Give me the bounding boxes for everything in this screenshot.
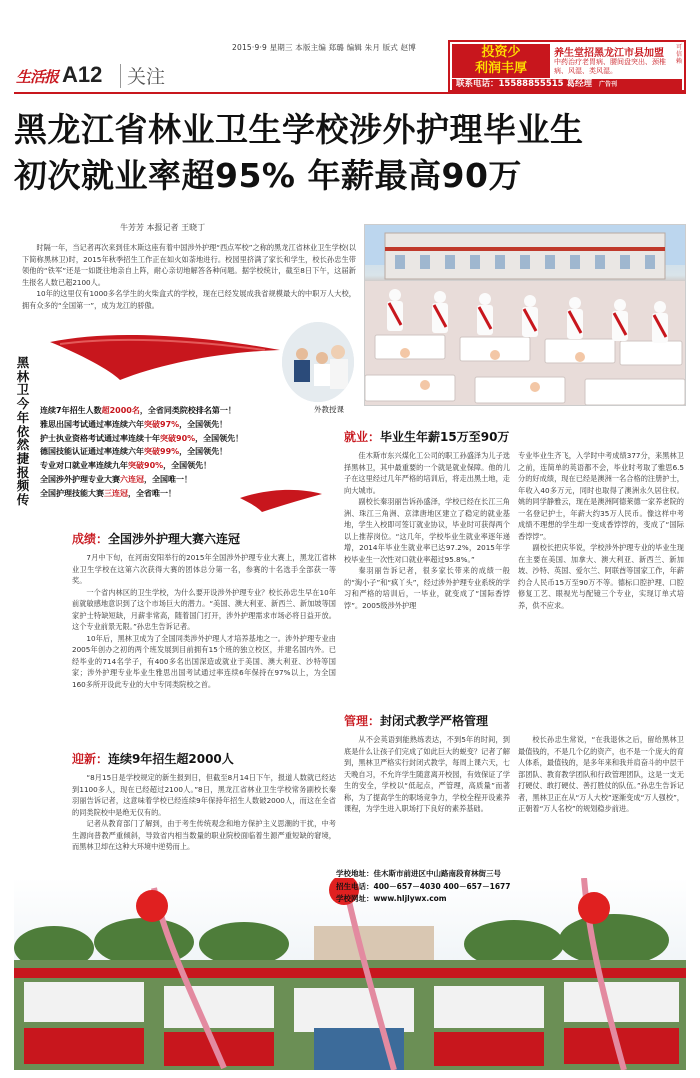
highlight-text: 护士执业资格考试通过率连续十年 bbox=[40, 433, 160, 443]
highlight-emphasis: 突破90% bbox=[160, 433, 196, 443]
red-ribbon-small bbox=[240, 486, 322, 512]
website-line bbox=[336, 893, 510, 906]
highlight-item bbox=[40, 445, 330, 459]
ad-slogan-line2: 利润丰厚 bbox=[474, 61, 527, 76]
highlight-emphasis: 突破99% bbox=[144, 447, 180, 457]
highlight-text: 全国涉外护理专业大赛 bbox=[40, 474, 120, 484]
section-prefix: 管理： bbox=[344, 714, 381, 728]
sidebar-vertical-title: 黑林卫今年依然捷报频传 bbox=[16, 355, 30, 508]
ad-description: 中药治疗老胃病、腰间盘突出、颈椎病、风湿、类风湿。 bbox=[554, 58, 666, 75]
phone-line bbox=[336, 881, 510, 894]
foreign-teacher-photo bbox=[282, 322, 354, 402]
ad-side-text: 可信赖 bbox=[676, 44, 683, 65]
newspaper-logo: 生活报 bbox=[16, 68, 59, 86]
masthead-rule bbox=[14, 92, 686, 94]
employment-text-col1 bbox=[344, 450, 510, 611]
paragraph: 佳木斯市东兴煤化工公司的职工孙盛泽为儿子选择黑林卫，其中最重要的一个就是就业保障。他的儿子在这里经过几年严格的培训后，将走出黑土地，走向大城市。 bbox=[344, 451, 510, 495]
highlight-text: ，全省同类院校排名第一！ bbox=[139, 406, 236, 415]
website-value[interactable]: www.hljlywx.com bbox=[373, 894, 447, 903]
highlight-text: ，全国领先！ bbox=[195, 433, 244, 443]
highlight-text: 全国护理技能大赛 bbox=[40, 488, 104, 498]
page-code: A12 bbox=[62, 62, 103, 87]
small-photo-caption: 外教授课 bbox=[314, 405, 344, 414]
highlight-item bbox=[40, 418, 330, 432]
management-text-col1 bbox=[344, 734, 510, 815]
phone-value: 400－657－4030 400－657－1677 bbox=[373, 881, 511, 891]
highlight-emphasis: 突破97% bbox=[144, 419, 180, 429]
section-title: 连续9年招生超2000人 bbox=[108, 752, 234, 766]
ad-tag: 广告刊 bbox=[599, 81, 618, 88]
ad-headline: 养生堂招黑龙江市县加盟 bbox=[554, 48, 664, 59]
page-divider bbox=[120, 64, 121, 88]
campus-ceremony-illustration bbox=[14, 878, 686, 1070]
highlight-text: ，全国领先！ bbox=[179, 419, 228, 429]
management-text-col2 bbox=[518, 734, 684, 815]
campus-ceremony-photo bbox=[14, 878, 686, 1070]
paragraph: 副校长把庆华说，学校涉外护理专业的毕业生现在主要在美国、加拿大、澳大利亚、新西兰、新加坡、沙特、英国、爱尔兰、阿联酋等国家工作，年薪约合人民币15万至90万不等。德标口腔护理、口腔修复工艺、眼视光与配镜三个专业，实现订单式培养，供不应求。 bbox=[518, 543, 684, 610]
headline-line1: 黑龙江省林业卫生学校涉外护理毕业生 bbox=[14, 110, 584, 149]
ad-phone-text: 联系电话：15588855515 葛经理 bbox=[456, 79, 593, 89]
paragraph: 专业毕业生齐飞，入学时中考成绩377分，来黑林卫之前，连简单的英语都不会，毕业时考取了雅思6.5分的好成绩，现在已经是澳洲一名合格的注册护士，年收入40多万元，同时也取得了澳洲永久居住权。姚的同学静雅云，现在是澳洲阿德莱德一家养老院的一名登记护士，年薪大约35万人民币。像这样中考成绩不理想的学生却一变成香饽饽的，变成了“国际香饽饽”。 bbox=[518, 451, 684, 541]
paragraph: 从不会英语到能熟练表达，不到5年的时间，到底是什么让孩子们完成了如此巨大的蜕变？记者了解到，黑林卫严格实行封闭式教学，每周上课六天，七天晚自习，不允许学生随意离开校园，有效保证了学生的安全，学校以“低起点，严管理，高质量”而著称，为了提高学生的职场竞争力，学校全程开设素养课程，为学生进入职场打下良好的素养基础。 bbox=[344, 735, 510, 813]
highlight-emphasis: 超2000名 bbox=[101, 406, 140, 415]
paragraph: 7月中下旬，在河南安阳举行的2015年全国涉外护理专业大赛上，黑龙江省林业卫生学校在这第六次获得大赛的团体总分第一名，参赛的十名选手全部获一等奖。 bbox=[72, 553, 336, 585]
paragraph: 秦羽丽告诉记者，很多家长带来的成绩一般的“淘小子”和“疯丫头”，经过涉外护理专业系统的学习和严格的培训后，一毕业，就变成了“国际香饽饽”。2005级涉外护理 bbox=[344, 566, 510, 610]
section-title: 毕业生年薪15万至90万 bbox=[380, 430, 510, 444]
highlight-text: 专业对口就业率连续九年 bbox=[40, 461, 128, 471]
photo-caption: 护理技能大赛 bbox=[637, 392, 679, 400]
highlight-item bbox=[40, 404, 330, 418]
advertisement[interactable] bbox=[448, 40, 686, 92]
highlight-text: ，全国领先！ bbox=[179, 447, 228, 457]
highlight-emphasis: 突破90% bbox=[128, 461, 164, 471]
nursing-contest-photo bbox=[364, 224, 686, 406]
highlight-text: ，全国唯一！ bbox=[144, 474, 192, 484]
section-title: 封闭式教学严格管理 bbox=[380, 714, 489, 728]
highlight-text: 德国技能认证通过率连续六年 bbox=[40, 447, 144, 457]
employment-text-col2 bbox=[518, 450, 684, 611]
highlight-text: 连续7年招生人数 bbox=[40, 406, 102, 415]
intro-paragraph: 时隔一年，当记者再次来到佳木斯这座有着中国涉外护理“西点军校”之称的黑龙江省林业卫生学校(以下简称黑林卫)时，2015年秋季招生工作正在如火如荼地进行。校园里挤满了家长和学生，校长孙忠生带领他的“铁军”还是一如既往地亲自上阵，耐心亲切地解答各种问题。据学校统计，截至8日下午，这届新生报名人数已超2100人。 bbox=[22, 243, 356, 287]
section-title: 全国涉外护理大赛六连冠 bbox=[108, 532, 241, 546]
intro-paragraph: 10年的这里仅有1000多名学生的火柴盒式的学校，现在已经发展成我省规模最大的中职万人大校，拥有众多的“全国第一”，成为龙江的骄傲。 bbox=[22, 289, 356, 310]
byline: 牛芳芳 本报记者 王晓丁 bbox=[120, 223, 206, 232]
section-prefix: 就业： bbox=[344, 430, 381, 444]
red-ribbon-decoration bbox=[50, 330, 280, 380]
ad-slogan-line1: 投资少 bbox=[481, 45, 521, 60]
paragraph: 副校长秦羽丽告诉孙盛泽，学校已经在长江三角洲、珠江三角洲、京津唐地区建立了稳定的就业基地，学生入校即可签订就业协议，毕业时可获得两个以上推荐岗位。“这几年，学校毕业生就业率逐年递增，2014年毕业生就业率已达97.2%，2015年学校毕业生一次性对口就业率超过95.8%。” bbox=[344, 497, 510, 564]
address-line bbox=[336, 868, 510, 881]
highlight-item bbox=[40, 432, 330, 446]
headline-line2: 初次就业率超95% 年薪最高90万 bbox=[14, 156, 522, 195]
nursing-contest-illustration bbox=[365, 225, 686, 406]
section-heading-welcome bbox=[72, 750, 234, 767]
section-name: 关注 bbox=[127, 66, 166, 88]
welcome-text bbox=[72, 772, 336, 853]
highlight-text: ，全省唯一！ bbox=[128, 488, 176, 498]
date-line: 2015·9·9 星期三 本版主编 郑璐 编辑 朱月 版式 赵博 bbox=[232, 43, 416, 52]
phone-label: 招生电话： bbox=[336, 881, 374, 891]
section-prefix: 成绩： bbox=[72, 532, 109, 546]
paragraph: “8月15日是学校规定的新生报到日，但截至8月14日下午，报道人数就已经达到1100多人，现在已经超过2100人。”8日，黑龙江省林业卫生学校常务副校长秦羽丽告诉记者，这意味着学校已经连续9年保持年招生人数破2000人，而这在全省的同类院校中是绝无仅有的。 bbox=[72, 773, 336, 817]
address-label: 学校地址： bbox=[336, 869, 374, 878]
paragraph: 记者从教育部门了解到，由于考生传统观念和地方保护主义思潮的干扰，中考生源向普教严重倾斜，导致省内相当数量的职业院校面临着生源严重短缺的窘境，而黑林卫却在这种大环境中逆势而上。 bbox=[72, 819, 336, 851]
paragraph: 一个省内林区的卫生学校，为什么要开设涉外护理专业？校长孙忠生早在10年前就敏感地意识到了这个市场巨大的潜力。“美国、澳大利亚、新西兰、新加坡等国家护士特缺短缺，月薪非常高，随着国门打开，涉外护理需求市场必将日益开放。这个专业前景无限。”孙忠生告诉记者。 bbox=[72, 587, 336, 631]
section-heading-management bbox=[344, 712, 488, 729]
intro-text bbox=[22, 242, 356, 312]
highlight-emphasis: 三连冠 bbox=[104, 488, 128, 498]
foreign-teacher-illustration bbox=[282, 322, 354, 402]
address-value: 佳木斯市前进区中山路南段育林街三号 bbox=[373, 869, 501, 878]
section-prefix: 迎新： bbox=[72, 752, 109, 766]
website-label: 学校网址： bbox=[336, 894, 374, 903]
section-heading-achievement bbox=[72, 530, 240, 547]
paragraph: 10年后，黑林卫成为了全国同类涉外护理人才培养基地之一。涉外护理专业由2005年创办之初的两个班发展到目前拥有15个班的独立校区，并建名国内外。已经毕业的714名学子，有400多名出国深造或就业于美国、澳大利亚、沙特等国家；涉外护理专业毕业生雅思出国考试通过率连续6年保持在97%以上，为全国160多所开设此专业的大中专同类院校之首。 bbox=[72, 633, 336, 689]
highlight-text: ，全国领先！ bbox=[163, 461, 212, 471]
ad-phone bbox=[452, 79, 682, 90]
section-heading-employment bbox=[344, 428, 509, 445]
contact-info bbox=[336, 868, 510, 906]
highlight-emphasis: 六连冠 bbox=[120, 474, 144, 484]
highlight-item bbox=[40, 459, 330, 473]
highlight-text: 雅思出国考试通过率连续六年 bbox=[40, 419, 144, 429]
paragraph: 校长孙忠生常说，“在我退休之后，留给黑林卫最值钱的，不是几个亿的资产，也不是一个庞大的育人体系，最值钱的，是多年来和我并肩奋斗的中层干部团队、教育教学团队和行政管理团队，这是一支无打硬仗、敢打硬仗、善打胜仗的队伍。”孙忠生告诉记者，黑林卫正在从“万人大校”逐渐变成“万人强校”，正朝着“万人名校”的规划稳步前进。 bbox=[518, 735, 684, 813]
highlight-item bbox=[40, 473, 330, 487]
achievement-text bbox=[72, 552, 336, 690]
ad-slogan bbox=[452, 44, 550, 78]
